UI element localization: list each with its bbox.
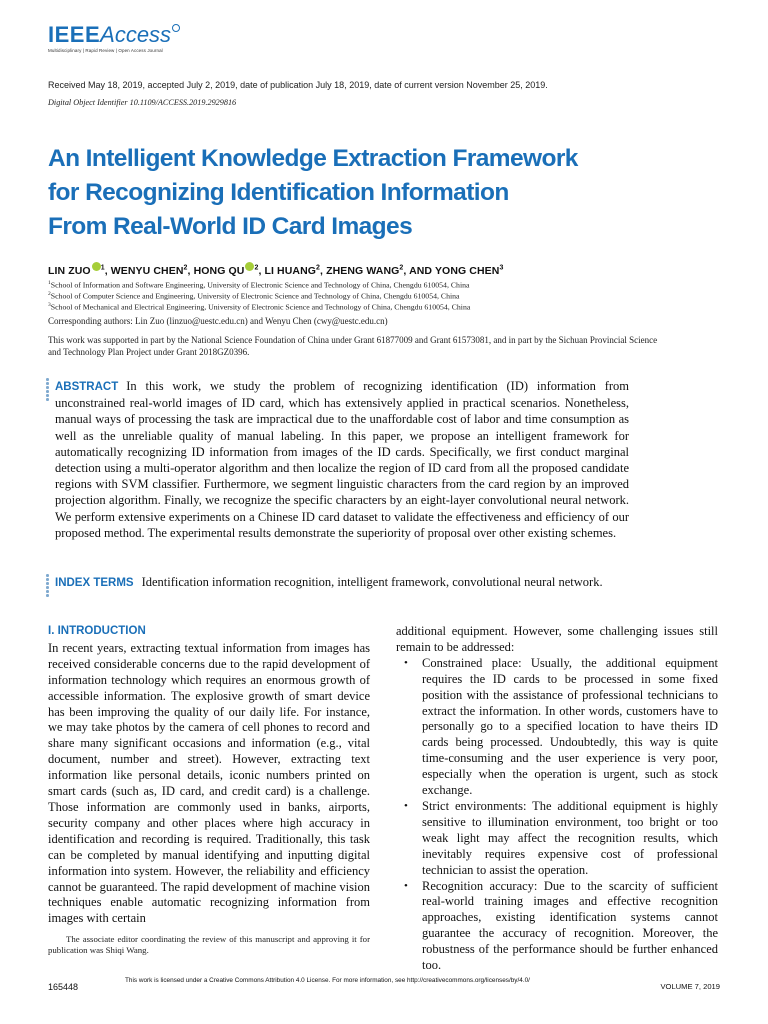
author-name: ZHENG WANG	[326, 265, 400, 277]
author-name: HONG QU	[193, 265, 245, 277]
list-item: • Constrained place: Usually, the additional equipment requires the ID cards to be processed in some fixed position with the assistance of professional technicians to extract the information. In other words, customers have to personally go to a specified location to have theirs ID cards being processed. Undoubtedly, this way is quite time-consuming and the user experience is very poor, especially when the operation is urgent, such as stock exchange.	[396, 656, 718, 799]
affiliation	[48, 290, 470, 301]
author-separator: ,	[187, 265, 194, 277]
logo-tagline: Multidisciplinary | Rapid Review | Open Access Journal	[48, 48, 163, 53]
license-note[interactable]: This work is licensed under a Creative Commons Attribution 4.0 License. For more information, see http://creativecommons.org/licenses/by/4.0/	[125, 977, 530, 984]
doi-line: Digital Object Identifier 10.1109/ACCESS.2019.2929816	[48, 98, 237, 107]
logo-access: Access	[100, 22, 172, 47]
author-separator: , AND	[403, 265, 435, 277]
author-affil-num: 3	[499, 264, 504, 272]
author-separator: ,	[258, 265, 265, 277]
editor-footnote: The associate editor coordinating the review of this manuscript and approving it for publication was Shiqi Wang.	[48, 934, 370, 955]
index-terms	[55, 574, 629, 591]
author-separator: ,	[320, 265, 327, 277]
page-number: 165448	[48, 982, 79, 992]
abstract-text: In this work, we study the problem of recognizing identification (ID) information from unconstrained real-world images of ID card, which has extensively applied in practical scenarios. Nonetheless, manual ways of processing the task are impractical due to the unaffordable cost of labor and time consumption as well as the unreliable quality of manual labeling. In this paper, we propose an intelligent framework for automatically recognizing ID information from images of the ID cards. Specifically, we first conduct marginal detection using a multi-operator algorithm and then localize the region of ID card from all the proposed candidate regions with SVM classifier. Furthermore, we segment linguistic characters from the card region by an improved projection algorithm. Finally, we recognize the specific characters by an eight-layer convolutional neural network. We perform extensive experiments on a Chinese ID card dataset to validate the effectiveness and efficiency of our proposed method. The experimental results demonstrate the superiority of proposal over other existing schemes.	[55, 379, 629, 540]
orcid-icon[interactable]	[92, 262, 101, 271]
affiliation	[48, 279, 470, 290]
logo-ieee: IEEE	[48, 22, 101, 47]
abstract-dots-icon	[46, 378, 49, 403]
affiliation-text: School of Information and Software Engineering, University of Electronic Science and Technology of China, Chengdu 610054, China	[50, 280, 470, 290]
affiliation-num: 2	[48, 291, 51, 298]
author-name: WENYU CHEN	[110, 265, 184, 277]
section-heading: I. INTRODUCTION	[48, 625, 146, 637]
abstract	[55, 378, 629, 541]
affiliation-num: 1	[48, 280, 51, 286]
title-line: An Intelligent Knowledge Extraction Framework	[48, 145, 578, 172]
intro-paragraph: In recent years, extracting textual information from images has received considerable concerns due to the rapid development of information technology which requires an enormous growth of accessible information. The explosive growth of smart device has been improving the quality of our daily life. For instance, we may take photos by the camera of cell phones to record and share many significant occasions and information (e.g., vital document, number and street). However, extracting text information like personal details, iconic numbers printed on smart cards (such as, ID card, and credit card) is a challenge. Those information are commonly used in banks, airports, security company and other places where high accuracy in identification and recording is required. Traditionally, this task can be completed by manual identifying and inputting digital information into system. However, the reliability and efficiency cannot be guaranteed. The rapid development of machine vision techniques enable automatic recognizing information from images with certain	[48, 640, 370, 926]
volume-label: VOLUME 7, 2019	[660, 982, 720, 991]
affiliation	[48, 301, 470, 312]
author-affil-num: 2	[399, 264, 404, 272]
affiliation-num: 3	[48, 302, 51, 309]
list-item: • Recognition accuracy: Due to the scarcity of sufficient real-world training images and effective recognition approaches, existing identification systems cannot guarantee the accuracy of recognition. Moreover, the robustness of the performance should be further enhanced too.	[396, 879, 718, 974]
affiliation-text: School of Mechanical and Electrical Engineering, University of Electronic Science and Technology of China, Chengdu 610054, China	[50, 302, 471, 312]
journal-logo	[48, 24, 180, 53]
challenge-list	[396, 656, 718, 974]
author-separator: ,	[104, 265, 111, 277]
funding-note: This work was supported in part by the National Science Foundation of China under Grant 61877009 and Grant 61573081, and in part by the Sichuan Provincial Science and Technology Plan Project under Grant 2018GZ0396.	[48, 335, 658, 357]
author-affil-num: 2	[316, 264, 321, 272]
title-line: From Real-World ID Card Images	[48, 213, 413, 240]
affiliation-text: School of Computer Science and Engineering, University of Electronic Science and Technology of China, Chengdu 610054, China	[50, 291, 460, 301]
intro-continuation: additional equipment. However, some challenging issues still remain to be addressed:	[396, 624, 718, 654]
affiliations	[48, 279, 470, 313]
left-column	[48, 624, 370, 927]
author-name: LI HUANG	[264, 265, 317, 277]
logo-mark-icon	[172, 24, 180, 32]
index-terms-heading: INDEX TERMS	[55, 577, 134, 589]
index-terms-dots-icon	[46, 574, 49, 599]
list-item: • Strict environments: The additional equipment is highly sensitive to illumination environment, too bright or too weak light may affect the recognition results, which inevitably requires expensive cost of professional technician to assist the operation.	[396, 799, 718, 879]
author-list	[48, 262, 503, 277]
author-name: YONG CHEN	[434, 265, 500, 277]
author-name: LIN ZUO	[48, 265, 91, 277]
author-affil-num: 2	[254, 264, 259, 272]
author-affil-num: 1	[100, 264, 105, 272]
title-line: for Recognizing Identification Information	[48, 179, 509, 206]
received-line: Received May 18, 2019, accepted July 2, 2019, date of publication July 18, 2019, date of current version November 25, 2019.	[48, 80, 548, 90]
abstract-heading: ABSTRACT	[55, 381, 119, 393]
corresponding-authors: Corresponding authors: Lin Zuo (linzuo@uestc.edu.cn) and Wenyu Chen (cwy@uestc.edu.cn)	[48, 316, 388, 326]
author-affil-num: 2	[183, 264, 188, 272]
right-column	[396, 624, 718, 974]
paper-title	[48, 142, 668, 244]
index-terms-text: Identification information recognition, intelligent framework, convolutional neural network.	[141, 575, 603, 589]
